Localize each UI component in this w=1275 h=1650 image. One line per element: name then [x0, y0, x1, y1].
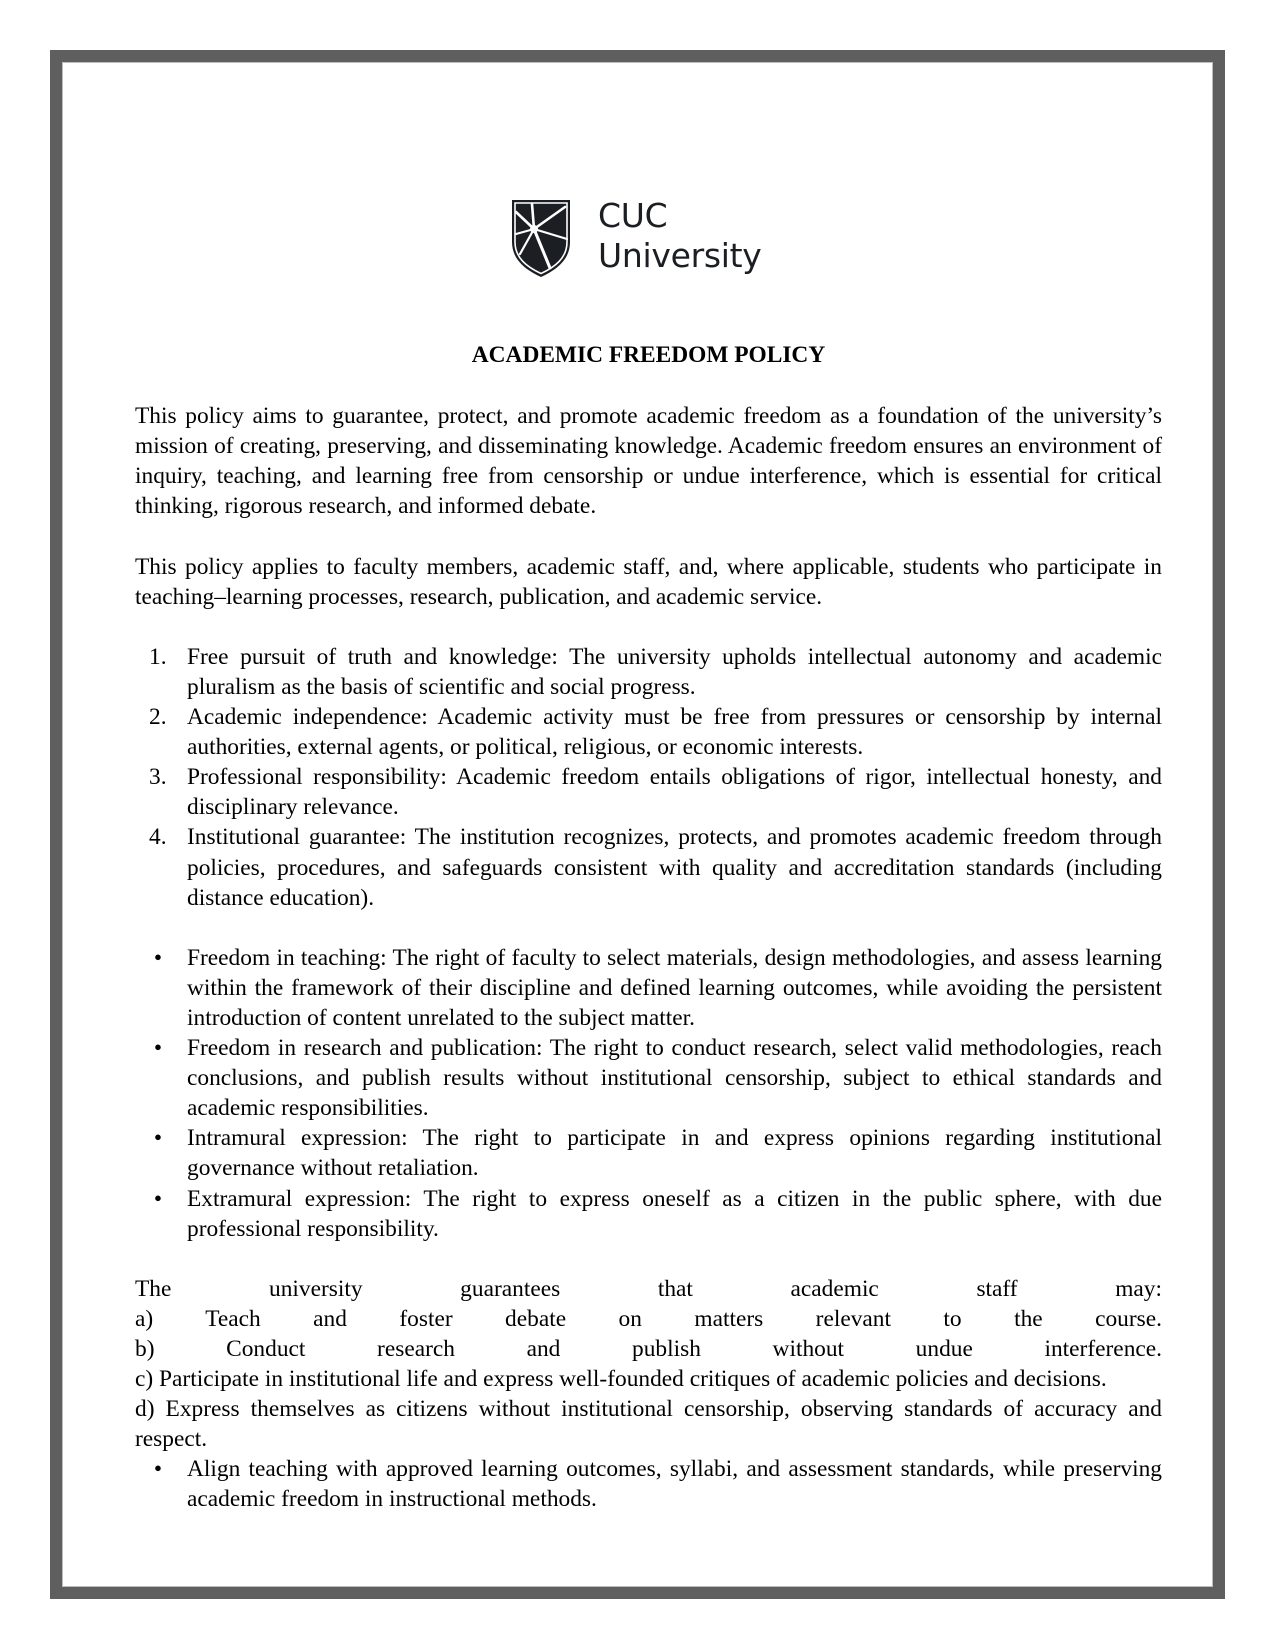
principle-text: Institutional guarantee: The institution recognizes, protects, and promotes academic freedom through policies, procedures, and safeguards consistent with quality and accreditation standards (including distance education). [187, 824, 1162, 911]
list-number: 3. [149, 764, 167, 791]
freedom-text: Extramural expression: The right to express oneself as a citizen in the public sphere, with due professional responsibility. [187, 1185, 1162, 1242]
principle-item [135, 702, 1162, 762]
principle-item [135, 762, 1162, 822]
principle-item [135, 642, 1162, 702]
principle-text: Academic independence: Academic activity must be free from pressures or censorship by internal authorities, external agents, or political, religious, or economic interests. [187, 704, 1162, 761]
principle-text: Free pursuit of truth and knowledge: The university upholds intellectual autonomy and academic pluralism as the basis of scientific and social progress. [187, 643, 1162, 700]
logo-wordmark [598, 196, 761, 276]
guarantee-item-d: d) Express themselves as citizens without institutional censorship, observing standards of accuracy and respect. [135, 1396, 1162, 1453]
bullet-icon: • [153, 1185, 163, 1212]
shield-star-icon [510, 198, 572, 278]
freedom-item [135, 1033, 1162, 1123]
bullet-icon: • [153, 944, 163, 971]
freedom-text: Freedom in research and publication: The right to conduct research, select valid methodologies, reach conclusions, and publish results without institutional censorship, subject to ethical standards and academic responsibilities. [187, 1035, 1162, 1122]
bullet-icon: • [153, 1125, 163, 1152]
principle-item [135, 822, 1162, 912]
list-number: 1. [149, 643, 167, 670]
freedom-text: Freedom in teaching: The right of faculty to select materials, design methodologies, and assess learning within the framework of their discipline and defined learning outcomes, while avoiding the persistent introduction of content unrelated to the subject matter. [187, 944, 1162, 1031]
freedom-item [135, 1123, 1162, 1183]
scope-paragraph: This policy applies to faculty members, academic staff, and, where applicable, students who participate in teaching–learning processes, research, publication, and academic service. [135, 553, 1162, 610]
guarantees-lead: The university guarantees that academic staff may: [135, 1275, 1162, 1302]
freedom-item [135, 943, 1162, 1033]
university-logo [510, 198, 761, 278]
guarantee-item-c: c) Participate in institutional life and express well-founded critiques of academic policies and decisions. [135, 1366, 1107, 1393]
guarantees-section [135, 1274, 1162, 1455]
guarantee-item-b: b) Conduct research and publish without undue interference. [135, 1336, 1162, 1362]
freedoms-list [135, 943, 1162, 1244]
freedom-text: Intramural expression: The right to participate in and express opinions regarding institutional governance without retaliation. [187, 1125, 1162, 1182]
obligation-item [135, 1454, 1162, 1514]
logo-line-cuc: CUC [598, 196, 668, 235]
guarantee-item-a: a) Teach and foster debate on matters relevant to the course. [135, 1305, 1162, 1332]
bullet-icon: • [153, 1035, 163, 1062]
bullet-icon: • [153, 1456, 163, 1483]
freedom-item [135, 1184, 1162, 1244]
document-body [135, 340, 1162, 1515]
obligations-list [135, 1454, 1162, 1514]
obligation-text: Align teaching with approved learning outcomes, syllabi, and assessment standards, while preserving academic freedom in instructional methods. [187, 1456, 1162, 1513]
principles-list [135, 642, 1162, 913]
intro-paragraph: This policy aims to guarantee, protect, and promote academic freedom as a foundation of the university’s mission of creating, preserving, and disseminating knowledge. Academic freedom ensures an environment of inquiry, teaching, and learning free from censorship or undue interference, which is essential for critical thinking, rigorous research, and informed debate. [135, 403, 1162, 520]
list-number: 2. [149, 704, 167, 731]
page-title: ACADEMIC FREEDOM POLICY [471, 342, 826, 368]
principle-text: Professional responsibility: Academic freedom entails obligations of rigor, intellectual honesty, and disciplinary relevance. [187, 764, 1162, 821]
logo-line-university: University [598, 236, 762, 275]
list-number: 4. [149, 824, 167, 851]
